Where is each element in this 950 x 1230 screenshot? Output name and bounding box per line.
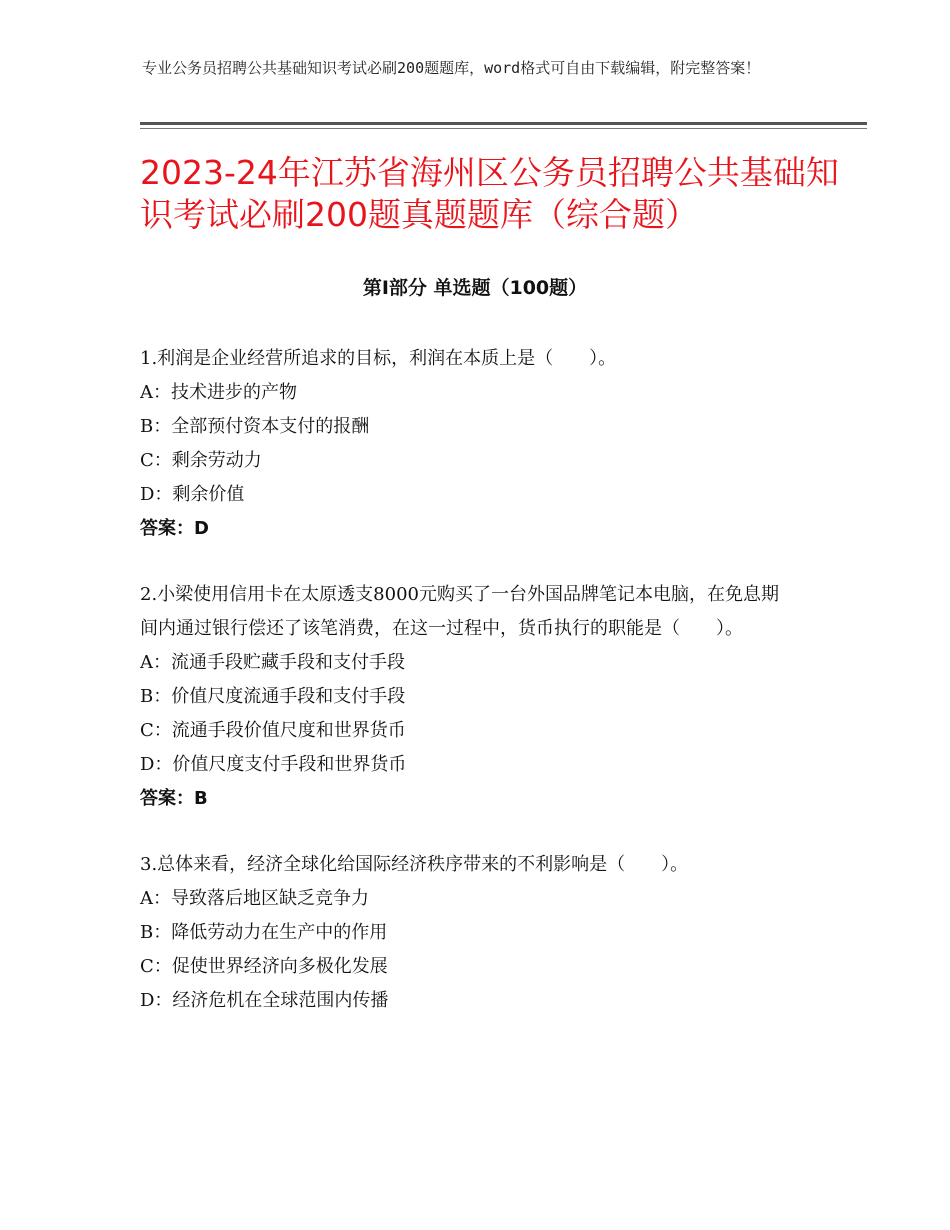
header-note: 专业公务员招聘公共基础知识考试必刷200题题库，word格式可自由下载编辑，附完整答案！ bbox=[142, 59, 761, 77]
header-divider-thick bbox=[140, 122, 867, 125]
option-b: B：全部预付资本支付的报酬 bbox=[140, 416, 370, 437]
question-stem: 1.利润是企业经营所追求的目标，利润在本质上是（ ）。 bbox=[140, 348, 617, 369]
question-stem: 3.总体来看，经济全球化给国际经济秩序带来的不利影响是（ ）。 bbox=[140, 854, 689, 875]
option-c: C：促使世界经济向多极化发展 bbox=[140, 956, 388, 977]
question-3 bbox=[140, 848, 790, 1018]
option-c: C：流通手段价值尺度和世界货币 bbox=[140, 720, 406, 741]
question-stem: 2.小梁使用信用卡在太原透支8000元购买了一台外国品牌笔记本电脑，在免息期间内通过银行偿还了该笔消费，在这一过程中，货币执行的职能是（ ）。 bbox=[140, 584, 779, 639]
option-a: A：导致落后地区缺乏竞争力 bbox=[140, 888, 369, 909]
option-a: A：技术进步的产物 bbox=[140, 382, 297, 403]
answer-line: 答案：B bbox=[140, 788, 208, 809]
question-2 bbox=[140, 578, 790, 816]
header-divider-thin bbox=[140, 128, 867, 129]
option-a: A：流通手段贮藏手段和支付手段 bbox=[140, 652, 405, 673]
option-d: D：剩余价值 bbox=[140, 484, 245, 505]
option-b: B：价值尺度流通手段和支付手段 bbox=[140, 686, 406, 707]
answer-line: 答案：D bbox=[140, 518, 209, 539]
option-d: D：价值尺度支付手段和世界货币 bbox=[140, 754, 407, 775]
question-list bbox=[140, 342, 790, 1050]
option-d: D：经济危机在全球范围内传播 bbox=[140, 990, 389, 1011]
option-c: C：剩余劳动力 bbox=[140, 450, 262, 471]
option-b: B：降低劳动力在生产中的作用 bbox=[140, 922, 388, 943]
question-1 bbox=[140, 342, 790, 546]
document-title: 2023-24年江苏省海州区公务员招聘公共基础知识考试必刷200题真题题库（综合题） bbox=[140, 153, 839, 234]
section-heading: 第Ⅰ部分 单选题（100题） bbox=[362, 277, 588, 299]
